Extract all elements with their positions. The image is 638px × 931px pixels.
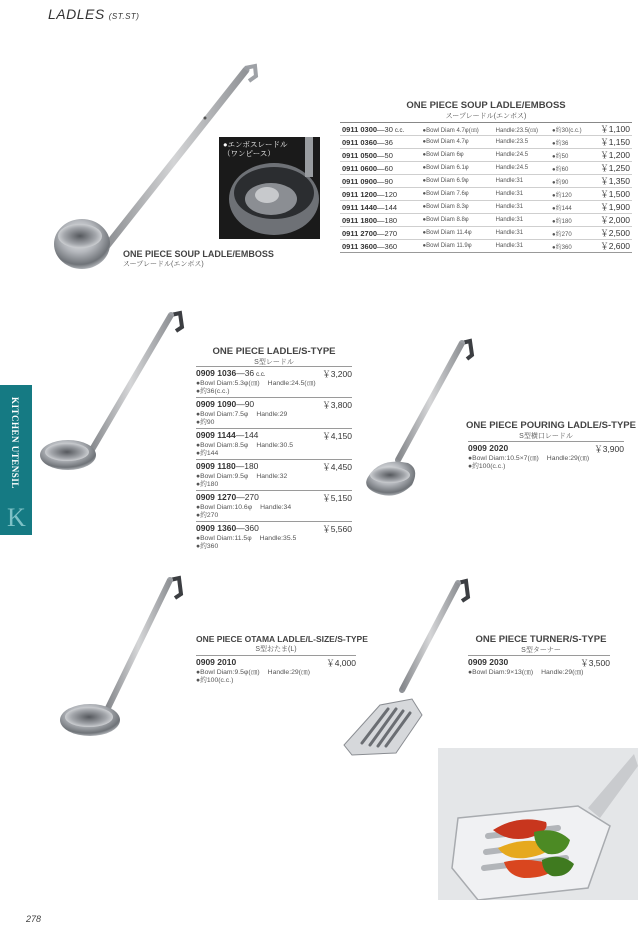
item-code: 0911 3600―360 (340, 240, 421, 253)
otama-ladle-item: 0909 2010 ￥4,000 ●Bowl Diam:9.5φ(㎝) Handle:29(㎝) ●約100(c.c.) (196, 657, 356, 684)
item-cap: ●約270 (550, 227, 591, 240)
pouring-ladle-header: ONE PIECE POURING LADLE/S-TYPE S型横口レードル (466, 420, 636, 440)
item-code: 0909 1036 (196, 368, 237, 378)
list-item: 0909 1360―360 ￥5,560 ●Bowl Diam:11.5φ Handle:35.5 ●約360 (196, 523, 352, 550)
item-cap: ●約30(c.c.) (550, 123, 591, 136)
table-row (340, 214, 632, 227)
item-code: 0911 0500―50 (340, 149, 421, 162)
list-item: 0909 1144―144 ￥4,150 ●Bowl Diam:8.5φ Handle:30.5 ●約144 (196, 430, 352, 457)
item-handle: Handle:31 (494, 201, 550, 214)
soup-ladle-table-header: ONE PIECE SOUP LADLE/EMBOSS スープレードル(エンボス) (406, 100, 566, 120)
item-diam: ●Bowl Diam:7.5φ (196, 411, 249, 418)
page-subtitle: (ST.ST) (108, 12, 140, 21)
item-code: 0909 1180 (196, 461, 236, 471)
table-row (340, 240, 632, 253)
item-handle: Handle:24.5(㎝) (267, 380, 316, 387)
item-diam: ●Bowl Diam:11.5φ (196, 535, 252, 542)
item-code: 0911 0600―60 (340, 162, 421, 175)
page-number: 278 (26, 914, 42, 924)
item-capacity: ●約144 (196, 450, 219, 457)
item-code: 0911 0900―90 (340, 175, 421, 188)
item-cap: ●約60 (550, 162, 591, 175)
item-diam: ●Bowl Diam 6.9φ (421, 175, 494, 188)
pouring-ladle-item: 0909 2020 ￥3,900 ●Bowl Diam:10.5×7(㎝) Handle:29(㎝) ●約100(c.c.) (468, 443, 624, 470)
item-price: ￥1,350 (591, 175, 632, 188)
otama-ladle-image (55, 570, 195, 745)
item-size: 36 (244, 368, 255, 378)
item-price: ￥5,560 (322, 524, 352, 534)
page-title: LADLES (48, 6, 105, 22)
item-diam: ●Bowl Diam 8.8φ (421, 214, 494, 227)
list-item: 0909 1090―90 ￥3,800 ●Bowl Diam:7.5φ Handle:29 ●約90 (196, 399, 352, 426)
table-row (340, 136, 632, 149)
item-handle: Handle:29 (256, 411, 288, 418)
item-handle: Handle:24.5 (494, 162, 550, 175)
item-price: ￥4,450 (322, 462, 352, 472)
item-cap: ●約144 (550, 201, 591, 214)
table-row (340, 175, 632, 188)
item-size: 270 (244, 492, 259, 502)
item-size: 180 (244, 461, 259, 471)
item-code: 0909 1360 (196, 523, 237, 533)
item-code: 0911 1200―120 (340, 188, 421, 201)
list-item: 0909 1036―36 c.c. ￥3,200 ●Bowl Diam:5.3φ(㎝) Handle:24.5(㎝) ●約36(c.c.) (196, 368, 352, 395)
item-handle: Handle:34 (260, 504, 292, 511)
turner-peppers-photo (438, 748, 638, 900)
item-diam: ●Bowl Diam 6φ (421, 149, 494, 162)
s-type-ladle-list (196, 366, 352, 552)
item-diam: ●Bowl Diam 11.4φ (421, 227, 494, 240)
item-capacity: ●約360 (196, 543, 219, 550)
item-handle: Handle:31 (494, 188, 550, 201)
item-cap: ●約90 (550, 175, 591, 188)
item-price: ￥1,200 (591, 149, 632, 162)
item-size: 360 (244, 523, 259, 533)
item-price: ￥2,600 (591, 240, 632, 253)
section-tab-label: KITCHEN UTENSIL (10, 397, 20, 489)
item-price: ￥3,200 (322, 369, 352, 379)
item-cap: ●約180 (550, 214, 591, 227)
item-diam: ●Bowl Diam:8.5φ (196, 442, 249, 449)
section-tab-glyph: K (7, 503, 26, 532)
item-handle: Handle:23.5(㎝) (494, 123, 550, 136)
turner-image (340, 575, 475, 760)
item-diam: ●Bowl Diam 8.3φ (421, 201, 494, 214)
section-tab (0, 385, 32, 535)
item-handle: Handle:24.5 (494, 149, 550, 162)
item-diam: ●Bowl Diam 7.6φ (421, 188, 494, 201)
item-handle: Handle:23.5 (494, 136, 550, 149)
s-type-ladle-header: ONE PIECE LADLE/S-TYPE S型レードル (212, 346, 336, 366)
item-diam: ●Bowl Diam 6.1φ (421, 162, 494, 175)
item-handle: Handle:32 (256, 473, 288, 480)
item-price: ￥1,150 (591, 136, 632, 149)
s-type-ladle-image (30, 305, 190, 505)
item-diam: ●Bowl Diam:10.6φ (196, 504, 253, 511)
table-row (340, 201, 632, 214)
table-row (340, 149, 632, 162)
item-price: ￥1,500 (591, 188, 632, 201)
item-cap: ●約36 (550, 136, 591, 149)
item-size: 144 (244, 430, 259, 440)
item-diam: ●Bowl Diam 4.7φ (421, 136, 494, 149)
item-price: ￥1,900 (591, 201, 632, 214)
item-code: 0911 1440―144 (340, 201, 421, 214)
item-handle: Handle:31 (494, 175, 550, 188)
item-code: 0909 1144 (196, 430, 236, 440)
emboss-ladle-photo (219, 137, 320, 239)
item-price: ￥1,100 (591, 123, 632, 136)
item-code: 0911 0360―36 (340, 136, 421, 149)
item-cap: ●約360 (550, 240, 591, 253)
item-capacity: ●約180 (196, 481, 219, 488)
item-cap: ●約50 (550, 149, 591, 162)
item-code: 0909 1270 (196, 492, 237, 502)
page-header (48, 6, 139, 22)
item-price: ￥5,150 (322, 493, 352, 503)
turner-item: 0909 2030 ￥3,500 ●Bowl Diam:9×13(㎝) Handle:29(㎝) (468, 657, 610, 676)
item-price: ￥1,250 (591, 162, 632, 175)
item-handle: Handle:35.5 (259, 535, 297, 542)
table-row (340, 188, 632, 201)
item-handle: Handle:31 (494, 227, 550, 240)
list-item: 0909 1270―270 ￥5,150 ●Bowl Diam:10.6φ Handle:34 ●約270 (196, 492, 352, 519)
table-row (340, 123, 632, 136)
item-code: 0911 2700―270 (340, 227, 421, 240)
item-capacity: ●約36(c.c.) (196, 388, 230, 395)
item-price: ￥4,150 (322, 431, 352, 441)
item-price: ￥2,500 (591, 227, 632, 240)
item-capacity: ●約270 (196, 512, 219, 519)
item-price: ￥3,800 (322, 400, 352, 410)
item-handle: Handle:31 (494, 240, 550, 253)
item-handle: Handle:31 (494, 214, 550, 227)
table-row (340, 227, 632, 240)
item-code: 0909 1090 (196, 399, 237, 409)
item-cap: ●約120 (550, 188, 591, 201)
turner-header: ONE PIECE TURNER/S-TYPE S型ターナー (475, 634, 607, 654)
item-code: 0911 0300―30 c.c. (340, 123, 421, 136)
otama-ladle-header: ONE PIECE OTAMA LADLE/L-SIZE/S-TYPE S型おたま(L) (196, 634, 368, 653)
item-handle: Handle:30.5 (256, 442, 293, 449)
item-diam: ●Bowl Diam 11.9φ (421, 240, 494, 253)
item-price: ￥2,000 (591, 214, 632, 227)
table-row (340, 162, 632, 175)
soup-ladle-caption: ONE PIECE SOUP LADLE/EMBOSS スープレードル(エンボス) (123, 249, 274, 268)
inset-caption: ●エンボスレードル （ワンピース） (223, 140, 288, 158)
soup-ladle-table (340, 122, 632, 253)
item-diam: ●Bowl Diam:5.3φ(㎝) (196, 380, 260, 387)
list-item: 0909 1180―180 ￥4,450 ●Bowl Diam:9.5φ Handle:32 ●約180 (196, 461, 352, 488)
item-size: 90 (244, 399, 255, 409)
item-code: 0911 1800―180 (340, 214, 421, 227)
item-diam: ●Bowl Diam 4.7φ(㎝) (421, 123, 494, 136)
item-capacity: ●約90 (196, 419, 215, 426)
item-diam: ●Bowl Diam:9.5φ (196, 473, 249, 480)
